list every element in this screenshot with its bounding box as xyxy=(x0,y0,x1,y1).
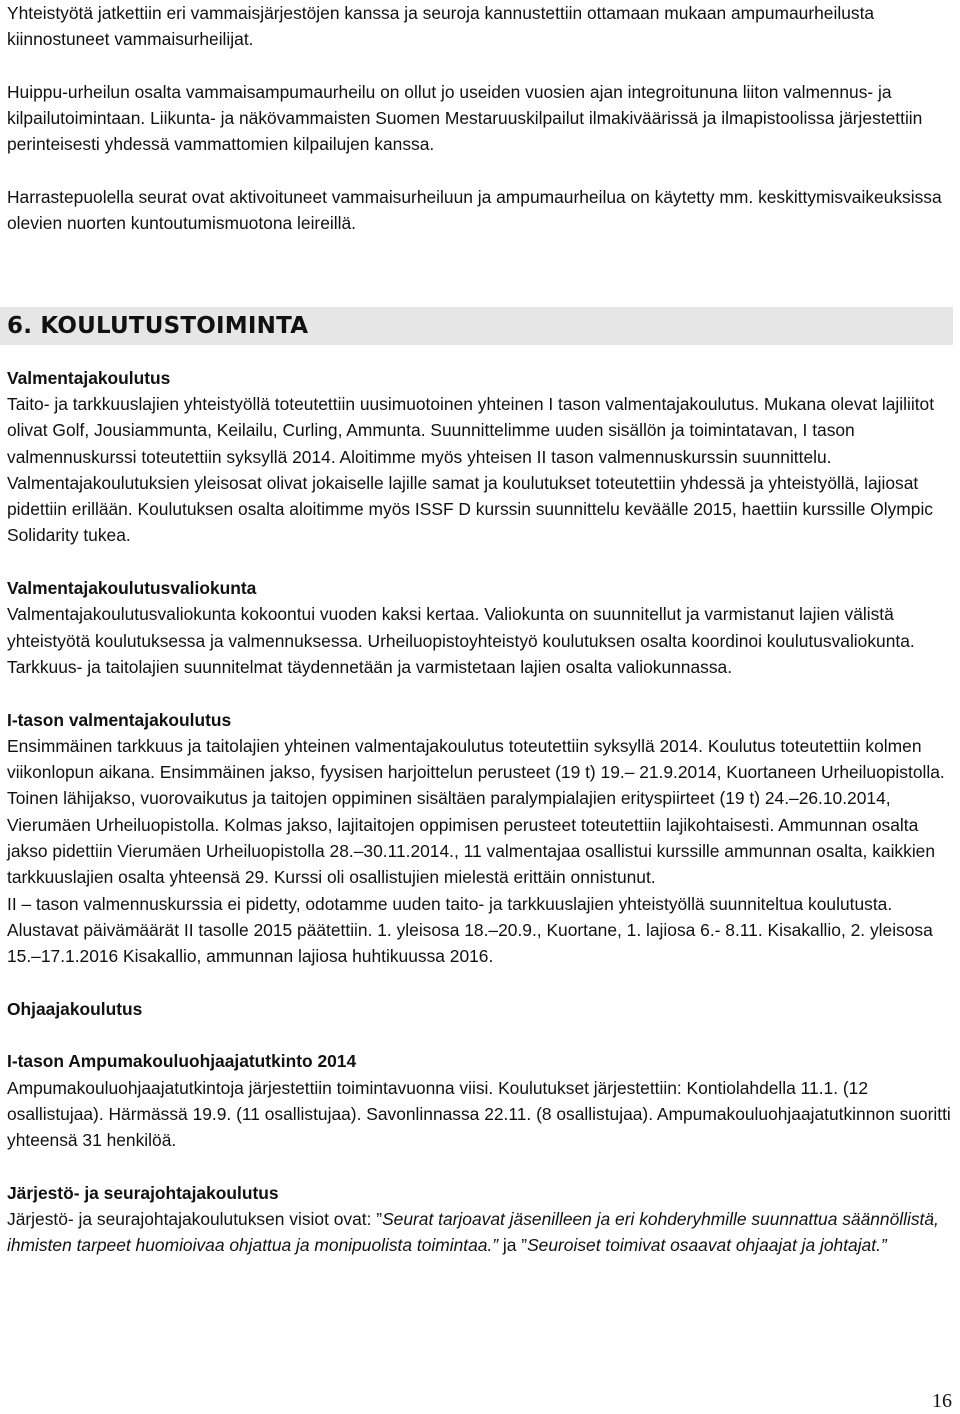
section-heading-bar xyxy=(0,307,953,345)
valiokunta-heading: Valmentajakoulutusvaliokunta xyxy=(7,578,257,599)
valiokunta-text: Valmentajakoulutusvaliokunta kokoontui vuoden kaksi kertaa. Valiokunta on suunnitellut ja varmistanut lajien välistä yhteistyötä koulutuksessa ja valmennuksessa. Urheiluopistoyhteistyö koulutuksen osalta koordinoi koulutusvaliokunta. Tarkkuus- ja taitolajien suunnitelmat täydennetään ja varmistetaan lajien osalta valiokunnassa. xyxy=(7,604,915,677)
jarjesto-text xyxy=(7,1206,953,1259)
ohjaajakoulutus-heading: Ohjaajakoulutus xyxy=(7,998,143,1019)
itaso-heading: I-tason valmentajakoulutus xyxy=(7,709,232,730)
jarjesto-heading: Järjestö- ja seurajohtajakoulutus xyxy=(7,1182,279,1203)
valmentajakoulutus-text: Taito- ja tarkkuuslajien yhteistyöllä toteutettiin uusimuotoinen yhteinen I tason valmentajakoulutus. Mukana olevat lajiliitot olivat Golf, Jousiammunta, Keilailu, Curling, Ammunta. Suunnittelimme uuden sisällön ja toimintatavan, I tason valmennuskurssi toteutettiin syksyllä 2014. Aloitimme myös yhteisen II tason valmennuskurssin suunnittelu. Valmentajakoulutuksien yleisosat olivat jokaiselle lajille samat ja koulutukset toteutettiin yhdessä ja yhteistyöllä, lajiosat pidettiin erillään. Koulutuksen osalta aloitimme myös ISSF D kurssin suunnittelu keväälle 2015, haettiin kurssille Olympic Solidarity tukea. xyxy=(7,393,935,546)
intro-paragraph-3: Harrastepuolella seurat ovat aktivoituneet vammaisurheiluun ja ampumaurheilua on käytetty mm. keskittymisvaikeuksissa olevien nuorten kuntoutumismuotona leireillä. xyxy=(7,187,942,234)
jarjesto-joiner: ja ” xyxy=(498,1235,528,1256)
tutkinto-text: Ampumakouluohjaajatutkintoja järjestettiin toimintavuonna viisi. Koulutukset järjestettiin: Kontiolahdella 11.1. (12 osallistujaa). Härmässä 19.9. (11 osallistujaa). Savonlinnassa 22.11. (8 osallistujaa). Ampumakouluohjaajatutkinnon suoritti yhteensä 31 henkilöä. xyxy=(7,1077,951,1151)
itaso-text-2: II – tason valmennuskurssia ei pidetty, odotamme uuden taito- ja tarkkuuslajien yhteistyöllä suunniteltua koulutusta. Alustavat päivämäärät II tasolle 2015 päätettiin. 1. yleisosa 18.–20.9., Kuortane, 1. lajiosa 6.- 8.11. Kisakallio, 2. yleisosa 15.–17.1.2016 Kisakallio, ammunnan lajiosa huhtikuussa 2016. xyxy=(7,893,933,967)
jarjesto-text-lead: Järjestö- ja seurajohtajakoulutuksen visiot ovat: ” xyxy=(7,1209,383,1230)
valmentajakoulutus-heading: Valmentajakoulutus xyxy=(7,367,171,388)
intro-paragraph-2: Huippu-urheilun osalta vammaisampumaurheilu on ollut jo useiden vuosien ajan integroitununa liiton valmennus- ja kilpailutoimintaan. Liikunta- ja näkövammaisten Suomen Mestaruuskilpailut ilmakiväärissä ja ilmapistoolissa järjestettiin perinteisesti yhdessä vammattomien kilpailujen kanssa. xyxy=(7,81,923,155)
itaso-text-1: Ensimmäinen tarkkuus ja taitolajien yhteinen valmentajakoulutus toteutettiin syksyllä 2014. Koulutus toteutettiin kolmen viikonlopun aikana. Ensimmäinen jakso, fyysisen harjoittelun perusteet (19 t) 19.– 21.9.2014, Kuortaneen Urheiluopistolla. Toinen lähijakso, vuorovaikutus ja taitojen oppiminen sisältäen paralympialajien erityspiirteet (19 t) 24.–26.10.2014, Vierumäen Urheiluopistolla. Kolmas jakso, lajitaitojen oppimisen perusteet toteutettiin lajikohtaisesti. Ammunnan osalta jakso pidettiin Vierumäen Urheiluopistolla 28.–30.11.2014., 11 valmentajaa osallistui kurssille ammunnan osalta, kaikkien tarkkuuslajien osalta yhteensä 29. Kurssi oli osallistujien mielestä erittäin onnistunut. xyxy=(7,735,945,888)
document-page xyxy=(7,0,953,1259)
section-title: 6. KOULUTUSTOIMINTA xyxy=(7,312,309,339)
intro-paragraph-1: Yhteistyötä jatkettiin eri vammaisjärjestöjen kanssa ja seuroja kannustettiin ottamaan mukaan ampumaurheilusta kiinnostuneet vammaisurheilijat. xyxy=(7,3,875,50)
jarjesto-quote-2: Seuroiset toimivat osaavat ohjaajat ja johtajat.” xyxy=(527,1235,887,1256)
page-number: 16 xyxy=(932,1390,952,1412)
jarjesto-quote-1: Seurat tarjoavat jäsenilleen ja eri kohderyhmille suunnattua säännöllistä, ihmisten tarpeet huomioivaa ohjattua ja monipuolista toimintaa.” xyxy=(7,1209,939,1256)
tutkinto-heading: I-tason Ampumakouluohjaajatutkinto 2014 xyxy=(7,1051,357,1072)
